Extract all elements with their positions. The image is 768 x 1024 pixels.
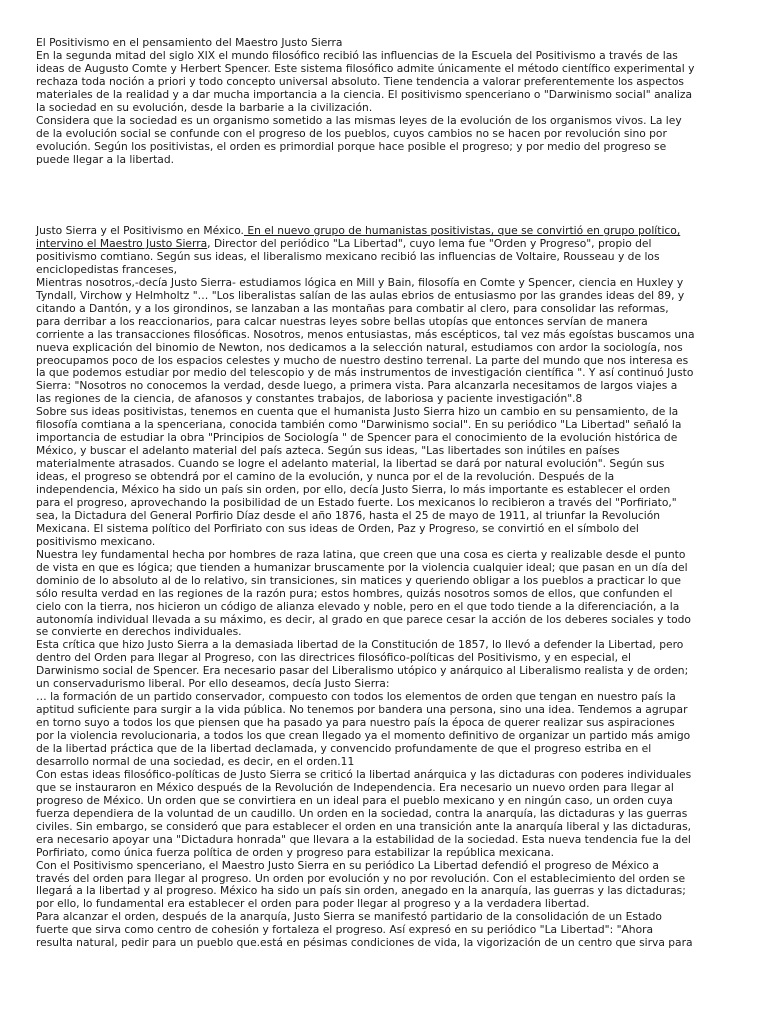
text-line: enciclopedistas franceses, — [36, 262, 178, 276]
text-line: filosofía comtiana a la spenceriana, conocida también como "Darwinismo social". En su periódico "La Libertad" señaló la — [36, 418, 682, 432]
text-line: evolución. Según los positivistas, el orden es primordial porque hace posible el progreso; y por medio del progreso se — [36, 139, 667, 153]
text-line: Considera que la sociedad es un organismo sometido a las mismas leyes de la evolución de los organismos vivos. La ley — [36, 113, 682, 127]
text-line: se convierte en derechos individuales. — [36, 625, 242, 639]
underlined-text: En el nuevo grupo de humanistas positivistas, que se convirtió en grupo político, — [243, 224, 681, 237]
text-line: cielo con la tierra, nos hicieron un código de alianza elevado y noble, pero en el que todo tiende a la diferenciación, a la — [36, 599, 680, 613]
text-line: ideas, el progreso se obtendrá por el camino de la evolución, y nunca por el de la revolución. Después de la — [36, 470, 615, 484]
text-line: … la formación de un partido conservador, compuesto con todos los elementos de orden que tengan en nuestro país la — [36, 690, 676, 704]
text-line: ideas de Augusto Comte y Herbert Spencer. Este sistema filosófico admite únicamente el método científico experimental y — [36, 61, 695, 75]
text-line: puede llegar a la libertad. — [36, 152, 175, 166]
text-segment: , Director del periódico "La Libertad", cuyo lema fue "Orden y Progreso", propio del — [207, 236, 652, 250]
text-line: fuerza dependiera de la voluntad de un caudillo. Un orden en la sociedad, contra la anarquía, las dictaduras y las guerras — [36, 806, 688, 820]
text-line: positivismo mexicano. — [36, 534, 156, 548]
text-line: autonomía individual llevada a su máximo, es decir, al grado en que parece cesar la acción de los deberes sociales y todo — [36, 612, 691, 626]
text-line: fuerte que sirva como centro de cohesión y fortaleza el progreso. Así expresó en su periódico "La Libertad": "Ahora — [36, 923, 654, 937]
text-line: Mientras nosotros,-decía Justo Sierra- estudiamos lógica en Mill y Bain, filosofía en Comte y Spencer, ciencia en Huxley y — [36, 275, 684, 289]
text-line: progreso de México. Un orden que se convirtiera en un ideal para el pueblo mexicano y en ningún caso, un orden cuya — [36, 793, 673, 807]
text-line — [36, 238, 651, 251]
text-line: era necesario apoyar una "Dictadura honrada" que llevara a la estabilidad de la sociedad. Esta nueva tendencia fue la del — [36, 832, 691, 846]
text-line: un conservadurismo liberal. Por ello deseamos, decía Justo Sierra: — [36, 677, 390, 691]
text-line: corriente a las transacciones filosóficas. Nosotros, menos entusiastas, más escépticos, tal vez más egoístas buscamos una — [36, 327, 695, 341]
text-line: por la violencia revolucionaria, a todos los que crean llegado ya el momento definitivo de organizar un partido más amigo — [36, 729, 691, 743]
text-line: la que podemos estudiar por medio del telescopio y de más instrumentos de investigación científica ". Y así continuó Justo — [36, 366, 694, 380]
text-line: Sobre sus ideas positivistas, tenemos en cuenta que el humanista Justo Sierra hizo un cambio en su pensamiento, de la — [36, 405, 679, 419]
text-line: sea, la Dictadura del General Porfirio Díaz desde el año 1876, hasta el 25 de mayo de 1911, al triunfar la Revolución — [36, 508, 661, 522]
text-line: preocupamos poco de los espacios celestes y mucho de nuestro destino terrenal. La parte del mundo que nos interesa es — [36, 353, 689, 367]
text-line: Nuestra ley fundamental hecha por hombres de raza latina, que creen que una cosa es cierta y realizable desde el punto — [36, 547, 686, 561]
text-line: citando a Dantón, y a los girondinos, se lanzaban a las montañas para combatir al clero, para consolidar las reformas, — [36, 301, 669, 315]
text-line: Sierra: "Nosotros no conocemos la verdad, desde luego, a primera vista. Para alcanzarla necesitamos de largos viajes a — [36, 379, 678, 393]
text-line: desarrollo normal de una sociedad, es decir, en el orden.11 — [36, 754, 355, 768]
text-line: resulta natural, pedir para un pueblo que.está en pésimas condiciones de vida, la vigorización de un centro que sirva para — [36, 936, 693, 950]
underlined-text: intervino el Maestro Justo Sierra — [36, 236, 208, 250]
text-line: de la libertad práctica que de la libertad declamada, y convencido profundamente de que el progreso estriba en el — [36, 742, 652, 755]
text-line: Tyndall, Virchow y Helmholtz "… "Los liberalistas salían de las aulas ebrios de entusiasmo por las grandes ideas del 89, y — [36, 288, 685, 302]
text-line: para derribar a los reaccionarios, para calcar nuestras leyes sobre bellas utopías que entonces servían de manera — [36, 314, 648, 328]
text-line: las regiones de la ciencia, de afanosos y constantes trabajos, de laboriosa y paciente investigación".8 — [36, 392, 583, 406]
text-line: través del orden para llegar al progreso. Un orden por evolución y no por revolución. Con el establecimiento del orden se — [36, 871, 686, 885]
text-line: Darwinismo social de Spencer. Era necesario pasar del Liberalismo utópico y anárquico al Liberalismo realista y de orden; — [36, 664, 689, 678]
text-line: Porfiriato, como única fuerza política de orden y progreso para estabilizar la república mexicana. — [36, 845, 555, 859]
text-line: de la evolución social se confunde con el progreso de los pueblos, cuyos cambios no se hacen por revolución sino por — [36, 126, 667, 140]
text-line: positivismo comtiano. Según sus ideas, el liberalismo mexicano recibió las influencias de Voltaire, Rousseau y de los — [36, 249, 660, 263]
text-line: Con estas ideas filosófico-políticas de Justo Sierra se criticó la libertad anárquica y las dictaduras con poderes individuales — [36, 767, 692, 781]
text-line: En la segunda mitad del siglo XIX el mundo filosófico recibió las influencias de la Escuela del Positivismo a través de las — [36, 48, 678, 62]
text-line: Esta crítica que hizo Justo Sierra a la demasiada libertad de la Constitución de 1857, lo llevó a defender la Libertad, pero — [36, 638, 684, 652]
text-line: dominio de lo absoluto al de lo relativo, sin transiciones, sin matices y queriendo obligar a los pueblos a practicar lo que — [36, 573, 681, 587]
text-line: materialmente atrasados. Cuando se logre el adelanto material, la libertad se dará por natural evolución". Según sus — [36, 457, 665, 471]
text-line: por ello, lo fundamental era establecer el orden para poder llegar al progreso y a la verdadera libertad. — [36, 897, 590, 911]
text-line: de vista en que es lógica; que tienden a humanizar bruscamente por la violencia cualquier ideal; que pasan en un día del — [36, 560, 688, 574]
section-heading: Justo Sierra y el Positivismo en México. — [36, 224, 244, 237]
text-line: sólo resulta verdad en las regiones de la razón pura; estos hombres, quizás nosotros somos de ellos, que confunden el — [36, 586, 673, 600]
text-line: la sociedad en su evolución, desde la barbarie a la civilización. — [36, 100, 373, 114]
document-title: El Positivismo en el pensamiento del Maestro Justo Sierra — [36, 36, 343, 49]
text-line: civiles. Sin embargo, se consideró que para establecer el orden en una transición ante la anarquía liberal y las dictaduras, — [36, 819, 692, 833]
text-line: Con el Positivismo spenceriano, el Maestro Justo Sierra en su periódico La Libertad defendió el progreso de México a — [36, 858, 659, 872]
text-line: México, y buscar el adelanto material del país azteca. Según sus ideas, "Las libertades son inútiles en países — [36, 444, 620, 458]
text-line: independencia, México ha sido un país sin orden, por ello, decía Justo Sierra, lo más importante es establecer el orden — [36, 483, 671, 496]
text-line: Para alcanzar el orden, después de la anarquía, Justo Sierra se manifestó partidario de la consolidación de un Estado — [36, 910, 662, 924]
text-line: llegará a la libertad y al progreso. México ha sido un país sin orden, anegado en la anarquía, las guerras y las dictaduras; — [36, 884, 686, 898]
text-line: materiales de la realidad y a dar mucha importancia a la ciencia. El positivismo spenceriano o "Darwinismo social" analiza — [36, 87, 693, 101]
text-line: que se instauraron en México después de la Revolución de Independencia. Era necesario un nuevo orden para llegar al — [36, 780, 674, 794]
text-line: dentro del Orden para llegar al Progreso, con las directrices filosófico-políticas del Positivismo, y en especial, el — [36, 651, 631, 665]
text-line: para el progreso, aprovechando la posibilidad de un Estado fuerte. Los mexicanos lo recibieron a través del "Porfiriato," — [36, 495, 677, 509]
text-line: en torno suyo a todos los que piensen que ha pasado ya para nuestro país la época de querer realizar sus aspiraciones — [36, 716, 675, 730]
text-line: nueva explicación del binomio de Newton, nos dedicamos a la selección natural, estudiamos con ardor la sociología, nos — [36, 340, 683, 354]
text-line: rechaza toda noción a priori y todo concepto universal absoluto. Tiene tendencia a valorar preferentemente los aspectos — [36, 74, 684, 88]
text-line: importancia de estudiar la obra "Principios de Sociología " de Spencer para el conocimiento de la evolución histórica de — [36, 431, 678, 445]
text-line: Mexicana. El sistema político del Porfiriato con sus ideas de Orden, Paz y Progreso, se convirtió en el símbolo del — [36, 521, 639, 535]
text-line: aptitud suficiente para surgir a la vida pública. No tenemos por bandera una persona, sino una idea. Tendemos a agrupar — [36, 703, 688, 717]
